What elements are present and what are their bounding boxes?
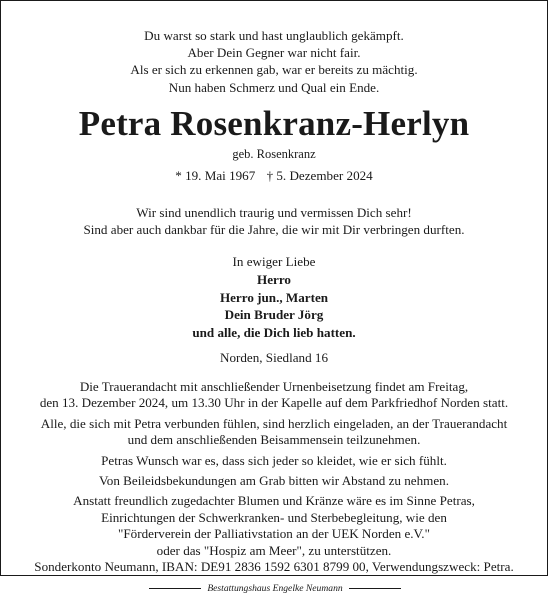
poem-line: Nun haben Schmerz und Qual ein Ende.: [168, 79, 380, 95]
address: Norden, Siedland 16: [219, 350, 328, 365]
mourners-list: [1, 271, 547, 341]
death-date: † 5. Dezember 2024: [266, 168, 373, 183]
grief-line: Wir sind unendlich traurig und vermissen Dich sehr!: [136, 205, 412, 220]
text-line: Von Beileidsbekundungen am Grab bitten wir Abstand zu nehmen.: [99, 473, 449, 489]
text-line: Anstatt freundlich zugedachter Blumen und Kränze wäre es im Sinne Petras,: [73, 493, 475, 509]
paragraph-invitation: [1, 416, 547, 449]
text-line: Petras Wunsch war es, dass sich jeder so kleidet, wie er sich fühlt.: [101, 452, 447, 468]
grief-text: [1, 204, 547, 239]
divider: [149, 588, 201, 589]
text-line: Die Trauerandacht mit anschließender Urnenbeisetzung findet am Freitag,: [79, 379, 469, 394]
text-line: den 13. Dezember 2024, um 13.30 Uhr in der Kapelle auf dem Parkfriedhof Norden statt.: [39, 395, 509, 411]
birth-date: * 19. Mai 1967: [175, 168, 256, 183]
paragraph-service: [1, 379, 547, 412]
text-line: Sonderkonto Neumann, IBAN: DE91 2836 1592 6301 8799 00, Verwendungszweck: Petra.: [34, 559, 514, 575]
paragraph-donations: [1, 493, 547, 575]
grief-line: Sind aber auch dankbar für die Jahre, die wir mit Dir verbringen durften.: [83, 222, 465, 238]
text-line: Alle, die sich mit Petra verbunden fühlen, sind herzlich eingeladen, an der Trauerandacht: [40, 415, 508, 431]
paragraph-dress: [1, 453, 547, 469]
poem-line: Aber Dein Gegner war nicht fair.: [187, 45, 361, 61]
mourner: Herro jun., Marten: [219, 289, 329, 305]
poem: [1, 27, 547, 96]
announcement-text: [1, 379, 547, 579]
text-line: und dem anschließenden Beisammensein teilzunehmen.: [127, 432, 421, 448]
birth-name: geb. Rosenkranz: [232, 147, 316, 161]
poem-line: Als er sich zu erkennen gab, war er bereits zu mächtig.: [130, 62, 418, 78]
text-line: Einrichtungen der Schwerkranken- und Sterbebegleitung, wie den: [101, 509, 447, 525]
life-dates: [1, 167, 547, 185]
deceased-name: Petra Rosenkranz-Herlyn: [78, 104, 470, 143]
poem-line: Du warst so stark und hast unglaublich gekämpft.: [144, 28, 404, 43]
funeral-home-name: Bestattungshaus Engelke Neumann: [207, 583, 343, 594]
love-line: In ewiger Liebe: [232, 254, 316, 269]
paragraph-condolences: [1, 473, 547, 489]
funeral-home-credit: [0, 582, 550, 596]
mourner: und alle, die Dich lieb hatten.: [192, 324, 356, 340]
text-line: oder das "Hospiz am Meer", zu unterstützen.: [156, 542, 392, 558]
divider: [349, 588, 401, 589]
mourner: Herro: [257, 272, 291, 287]
text-line: "Förderverein der Palliativstation an der UEK Norden e.V.": [118, 526, 430, 542]
mourner: Dein Bruder Jörg: [224, 307, 324, 323]
